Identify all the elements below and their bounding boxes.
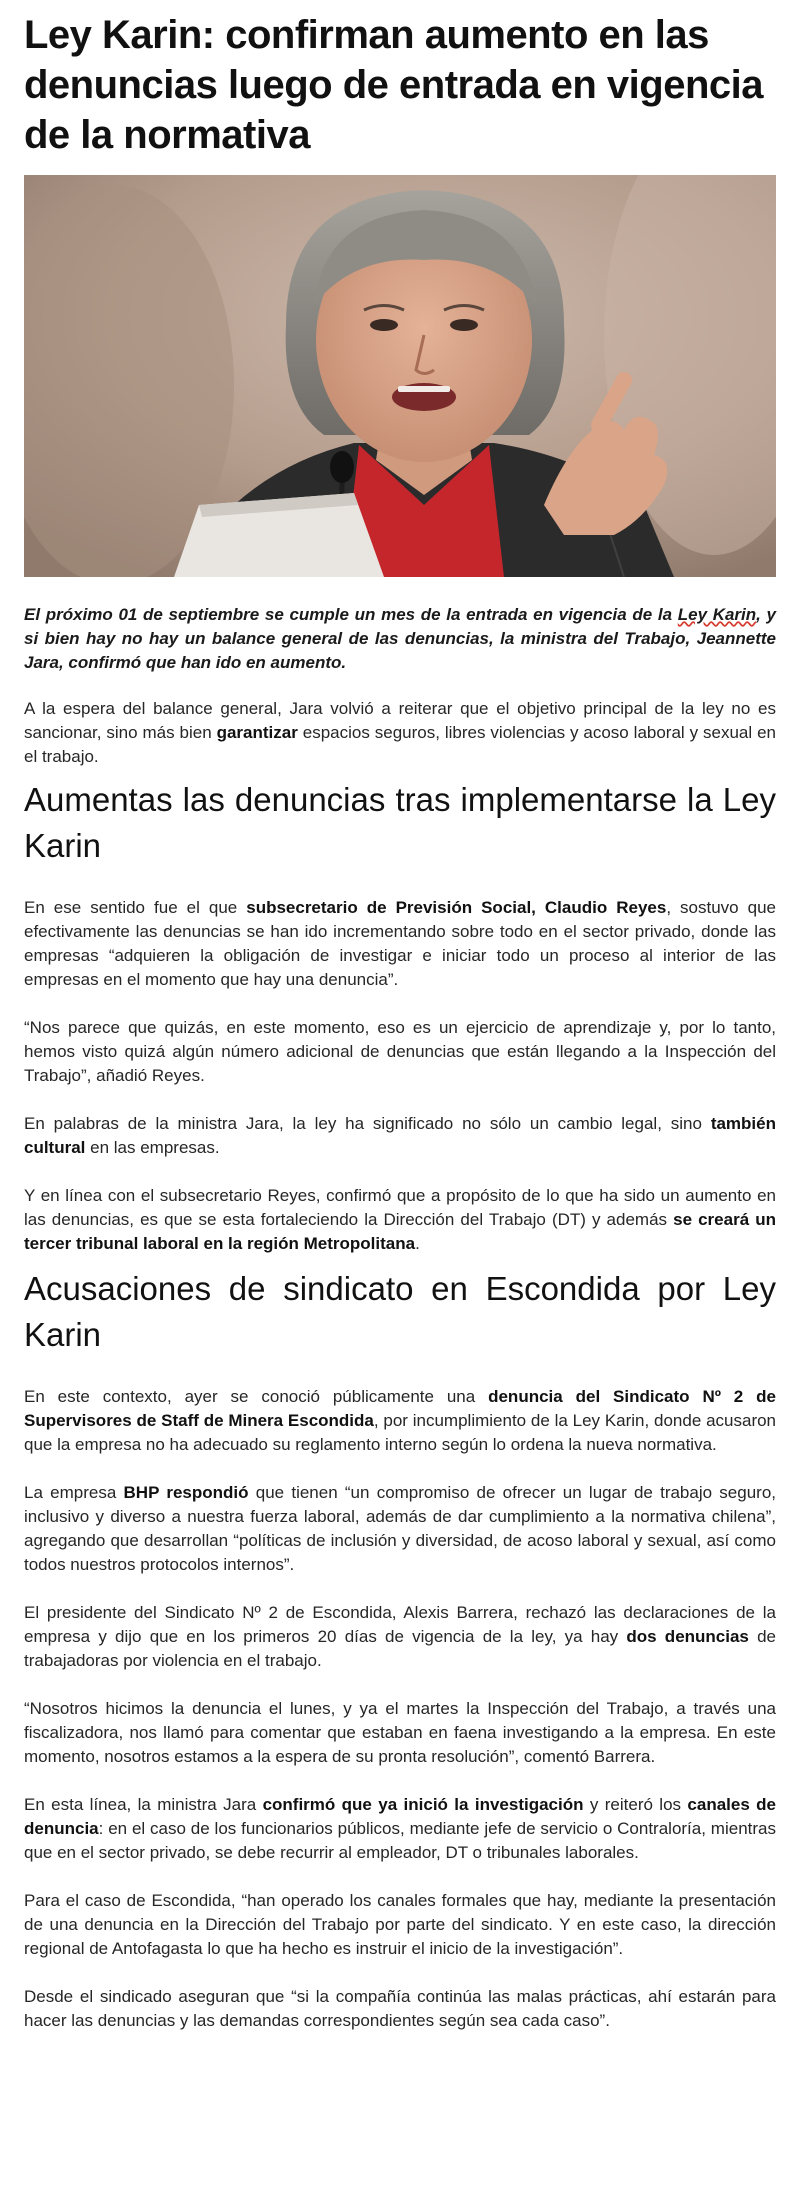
paragraph: En esta línea, la ministra Jara confirmó que ya inició la investigación y reiteró los canales de denuncia: en el caso de los funcionarios públicos, mediante jefe de servicio o Contraloría, mientras que en el sector privado, se debe recurrir al empleador, DT o tribunales laborales. — [24, 1795, 776, 1862]
paragraph: La empresa BHP respondió que tienen “un compromiso de ofrecer un lugar de trabajo seguro, inclusivo y diverso a nuestra fuerza laboral, además de dar cumplimiento a la normativa chilena”, agregando que desarrollan “políticas de inclusión y diversidad, de acoso laboral y sexual, así como todos nuestros protocolos internos”. — [24, 1483, 777, 1574]
paragraph: En palabras de la ministra Jara, la ley ha significado no sólo un cambio legal, sino también cultural en las empresas. — [24, 1114, 776, 1157]
paragraph: “Nosotros hicimos la denuncia el lunes, y ya el martes la Inspección del Trabajo, a través una fiscalizadora, nos llamó para comentar que estaban en faena investigando a la empresa. En este momento, nosotros estamos a la espera de su pronta resolución”, comentó Barrera. — [24, 1699, 776, 1766]
speaker-photo-illustration — [24, 175, 776, 577]
microphone-icon — [330, 451, 354, 483]
ley-karin-link[interactable]: Ley Karin — [677, 605, 757, 624]
section-heading-aumento: Aumentas las denuncias tras implementarse la Ley Karin — [24, 781, 776, 864]
article-lead: El próximo 01 de septiembre se cumple un mes de la entrada en vigencia de la Ley Karin, y si bien hay no hay un balance general de las denuncias, la ministra del Trabajo, Jeannette Jara, confirmó que han ido en aumento. — [24, 605, 776, 672]
section-heading-escondida: Acusaciones de sindicato en Escondida por Ley Karin — [24, 1270, 776, 1353]
paragraph: Desde el sindicado aseguran que “si la compañía continúa las malas prácticas, ahí estarán para hacer las denuncias y las demandas correspondientes según sea cada caso”. — [24, 1987, 776, 2030]
paragraph: A la espera del balance general, Jara volvió a reiterar que el objetivo principal de la ley no es sancionar, sino más bien garantizar espacios seguros, libres violencias y acoso laboral y sexual en el trabajo. — [24, 699, 776, 766]
paragraph: En este contexto, ayer se conoció públicamente una denuncia del Sindicato Nº 2 de Supervisores de Staff de Minera Escondida, por incumplimiento de la Ley Karin, donde acusaron que la empresa no ha adecuado su reglamento interno según lo ordena la nueva normativa. — [24, 1387, 777, 1454]
article — [24, 0, 776, 2033]
paragraph: El presidente del Sindicato Nº 2 de Escondida, Alexis Barrera, rechazó las declaraciones de la empresa y dijo que en los primeros 20 días de vigencia de la ley, ya hay dos denuncias de trabajadoras por violencia en el trabajo. — [24, 1603, 776, 1670]
paragraph: En ese sentido fue el que subsecretario de Previsión Social, Claudio Reyes, sostuvo que efectivamente las denuncias se han ido incrementando sobre todo en el sector privado, donde las empresas “adquieren la obligación de investigar e iniciar todo un proceso al interior de las empresas en el momento que hay una denuncia”. — [24, 898, 776, 989]
paragraph: Y en línea con el subsecretario Reyes, confirmó que a propósito de lo que ha sido un aumento en las denuncias, es que se esta fortaleciendo la Dirección del Trabajo (DT) y además se creará un tercer tribunal laboral en la región Metropolitana. — [24, 1186, 776, 1253]
paragraph: Para el caso de Escondida, “han operado los canales formales que hay, mediante la presentación de una denuncia en la Dirección del Trabajo por parte del sindicato. Y en este caso, la dirección regional de Antofagasta lo que ha hecho es instruir el inicio de la investigación”. — [24, 1891, 776, 1958]
article-title: Ley Karin: confirman aumento en las denuncias luego de entrada en vigencia de la normativa — [24, 13, 763, 157]
paragraph: “Nos parece que quizás, en este momento, eso es un ejercicio de aprendizaje y, por lo tanto, hemos visto quizá algún número adicional de denuncias que están llegando a la Inspección del Trabajo”, añadió Reyes. — [24, 1018, 776, 1085]
hero-image — [24, 175, 776, 577]
